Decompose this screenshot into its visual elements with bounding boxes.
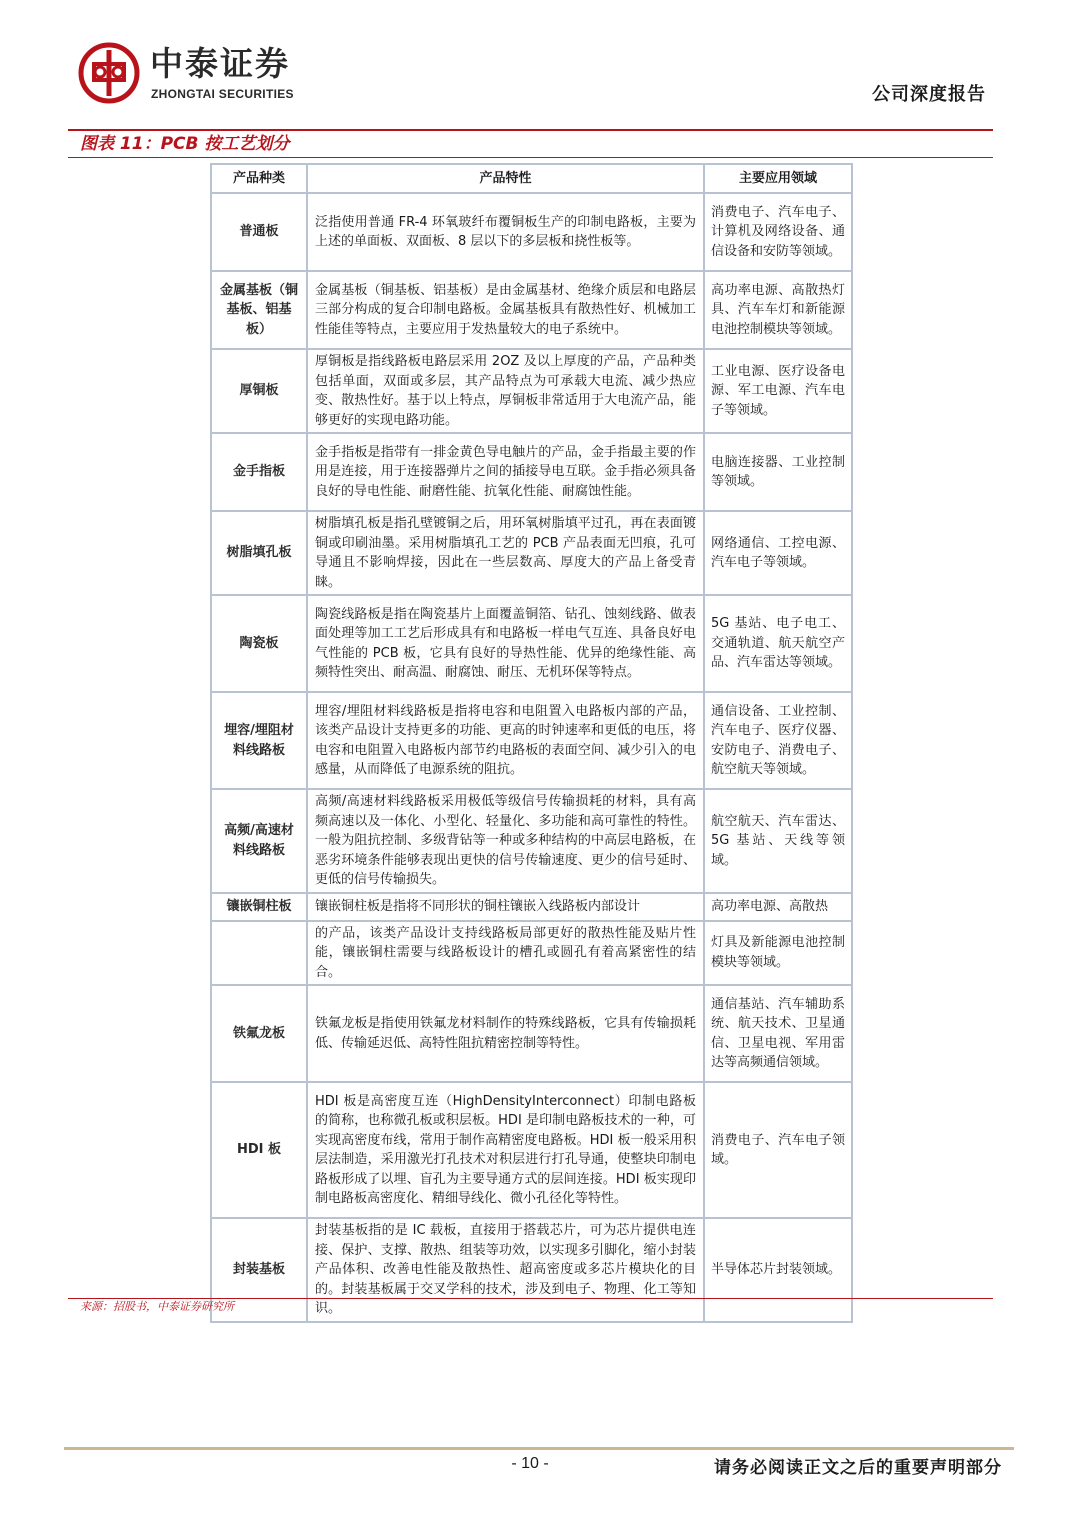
product-type: 厚铜板: [211, 349, 307, 433]
header-rule: [68, 129, 993, 131]
table-row: [211, 893, 852, 921]
figure-title: 图表 11：PCB 按工艺划分: [80, 134, 290, 154]
table-header-row: [211, 164, 852, 193]
product-type: 封装基板: [211, 1218, 307, 1322]
product-feature: 埋容/埋阻材料线路板是指将电容和电阻置入电路板内部的产品，该类产品设计支持更多的功能、更高的时钟速率和更低的电压，将电容和电阻置入电路板内部节约电路板的表面空间、减少引入的电感量，从而降低了电源系统的阻抗。: [307, 692, 704, 789]
table-row: [211, 511, 852, 595]
brand-name-cn: 中泰证券: [150, 44, 290, 83]
table-row: [211, 271, 852, 349]
product-application: 高功率电源、高散热灯具、汽车车灯和新能源电池控制模块等领域。: [704, 271, 852, 349]
product-feature: 封装基板指的是 IC 载板，直接用于搭载芯片，可为芯片提供电连接、保护、支撑、散热、组装等功效，以实现多引脚化，缩小封装产品体积、改善电性能及散热性、超高密度或多芯片模块化的目的。封装基板属于交叉学科的技术，涉及到电子、物理、化工等知识。: [307, 1218, 704, 1322]
product-application: 航空航天、汽车雷达、5G 基站、天线等领域。: [704, 789, 852, 893]
product-type: 金属基板（铜基板、铝基板）: [211, 271, 307, 349]
table-row: [211, 193, 852, 271]
product-type: 高频/高速材料线路板: [211, 789, 307, 893]
figure-source: 来源：招股书，中泰证券研究所: [80, 1300, 234, 1313]
table-row: [211, 595, 852, 692]
footer-rule: [64, 1447, 1014, 1450]
product-feature: 陶瓷线路板是指在陶瓷基片上面覆盖铜箔、钻孔、蚀刻线路、做表面处理等加工工艺后形成具有和电路板一样电气互连、具备良好电气性能的 PCB 板，它具有良好的导热性能、优异的绝缘性能、高频特性突出、耐高温、耐腐蚀、耐压、无机环保等特点。: [307, 595, 704, 692]
product-type: 埋容/埋阻材料线路板: [211, 692, 307, 789]
product-application: 消费电子、汽车电子领域。: [704, 1082, 852, 1218]
product-application: 通信设备、工业控制、汽车电子、医疗仪器、安防电子、消费电子、航空航天等领域。: [704, 692, 852, 789]
product-application: 灯具及新能源电池控制模块等领域。: [704, 921, 852, 986]
page-number: - 10 -: [511, 1455, 549, 1472]
pcb-process-table: [210, 163, 853, 1323]
table-row: [211, 985, 852, 1082]
product-type: 普通板: [211, 193, 307, 271]
table-row: [211, 1082, 852, 1218]
table-row: [211, 1218, 852, 1322]
product-feature: 树脂填孔板是指孔壁镀铜之后，用环氧树脂填平过孔，再在表面镀铜或印刷油墨。采用树脂填孔工艺的 PCB 产品表面无凹痕，孔可导通且不影响焊接，因此在一些层数高、厚度大的产品上备受青睐。: [307, 511, 704, 595]
column-header-application: 主要应用领域: [704, 164, 852, 193]
product-feature: 金手指板是指带有一排金黄色导电触片的产品，金手指最主要的作用是连接，用于连接器弹片之间的插接导电互联。金手指必须具备良好的导电性能、耐磨性能、抗氧化性能、耐腐蚀性能。: [307, 433, 704, 511]
table-row: [211, 789, 852, 893]
figure-title-rule: [68, 157, 993, 158]
product-application: 高功率电源、高散热: [704, 893, 852, 921]
product-type: HDI 板: [211, 1082, 307, 1218]
document-type: 公司深度报告: [872, 84, 986, 105]
product-feature: HDI 板是高密度互连（HighDensityInterconnect）印制电路板的简称，也称微孔板或积层板。HDI 是印制电路板技术的一种，可实现高密度布线，常用于制作高精密度电路板。HDI 板一般采用积层法制造，采用激光打孔技术对积层进行打孔导通，使整块印制电路板形成了以埋、盲孔为主要导通方式的层间连接。HDI 板实现印制电路板高密度化、精细导线化、微小孔径化等特性。: [307, 1082, 704, 1218]
table-row: [211, 921, 852, 986]
product-feature: 铁氟龙板是指使用铁氟龙材料制作的特殊线路板，它具有传输损耗低、传输延迟低、高特性阻抗精密控制等特性。: [307, 985, 704, 1082]
product-feature: 镶嵌铜柱板是指将不同形状的铜柱镶嵌入线路板内部设计: [307, 893, 704, 921]
table-row: [211, 692, 852, 789]
product-type: 镶嵌铜柱板: [211, 893, 307, 921]
source-rule: [68, 1298, 993, 1299]
column-header-feature: 产品特性: [307, 164, 704, 193]
product-application: 5G 基站、电子电工、交通轨道、航天航空产品、汽车雷达等领域。: [704, 595, 852, 692]
product-application: 工业电源、医疗设备电源、军工电源、汽车电子等领域。: [704, 349, 852, 433]
product-application: 电脑连接器、工业控制等领域。: [704, 433, 852, 511]
product-application: 消费电子、汽车电子、计算机及网络设备、通信设备和安防等领域。: [704, 193, 852, 271]
product-feature: 高频/高速材料线路板采用极低等级信号传输损耗的材料，具有高频高速以及一体化、小型化、轻量化、多功能和高可靠性的特性。一般为阻抗控制、多级背钻等一种或多种结构的中高层电路板，在恶劣环境条件能够表现出更快的信号传输速度、更少的信号延时、更低的信号传输损失。: [307, 789, 704, 893]
product-application: 网络通信、工控电源、汽车电子等领域。: [704, 511, 852, 595]
table-row: [211, 349, 852, 433]
product-feature: 厚铜板是指线路板电路层采用 2OZ 及以上厚度的产品，产品种类包括单面，双面或多层，其产品特点为可承载大电流、减少热应变、散热性好。基于以上特点，厚铜板非常适用于大电流产品，能够更好的实现电路功能。: [307, 349, 704, 433]
product-application: 通信基站、汽车辅助系统、航天技术、卫星通信、卫星电视、军用雷达等高频通信领域。: [704, 985, 852, 1082]
product-feature: 金属基板（铜基板、铝基板）是由金属基材、绝缘介质层和电路层三部分构成的复合印制电路板。金属基板具有散热性好、机械加工性能佳等特点，主要应用于发热量较大的电子系统中。: [307, 271, 704, 349]
product-type: 树脂填孔板: [211, 511, 307, 595]
product-feature: 泛指使用普通 FR-4 环氧玻纤布覆铜板生产的印制电路板，主要为上述的单面板、双面板、8 层以下的多层板和挠性板等。: [307, 193, 704, 271]
product-type: [211, 921, 307, 986]
column-header-type: 产品种类: [211, 164, 307, 193]
zhongtai-logo-icon: [78, 42, 140, 104]
product-feature: 的产品，该类产品设计支持线路板局部更好的散热性能及贴片性能，镶嵌铜柱需要与线路板设计的槽孔或圆孔有着高紧密性的结合。: [307, 921, 704, 986]
product-type: 铁氟龙板: [211, 985, 307, 1082]
brand-name-en: ZHONGTAI SECURITIES: [151, 87, 294, 101]
product-type: 陶瓷板: [211, 595, 307, 692]
product-application: 半导体芯片封装领域。: [704, 1218, 852, 1322]
product-type: 金手指板: [211, 433, 307, 511]
footer-disclaimer: 请务必阅读正文之后的重要声明部分: [714, 1458, 1002, 1478]
table-row: [211, 433, 852, 511]
